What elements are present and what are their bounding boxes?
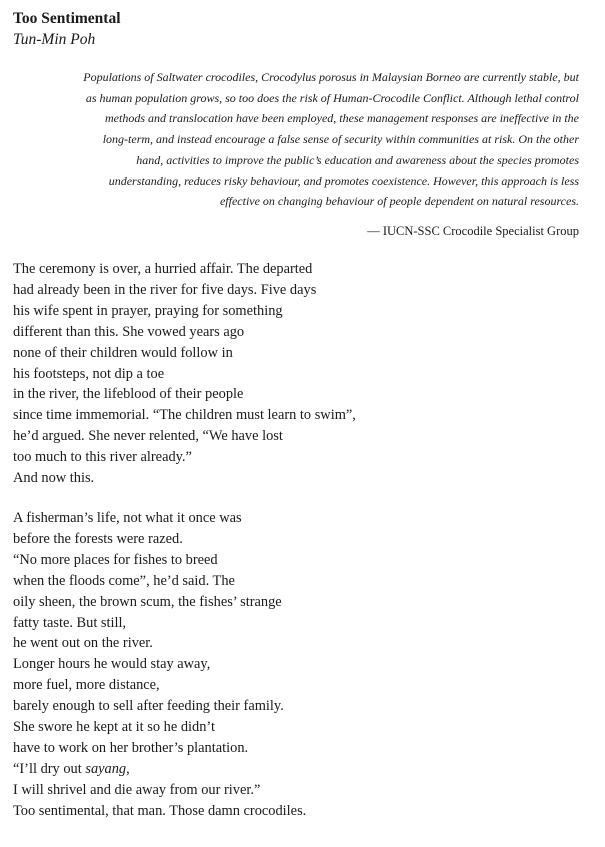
sayang-line-after: ,: [126, 760, 130, 777]
epigraph-line: understanding, reduces risky behaviour, and promotes coexistence. However, this approach is less: [108, 173, 579, 188]
epigraph-line: Populations of Saltwater crocodiles, Crocodylus porosus in Malaysian Borneo are currently stable, but: [83, 70, 579, 84]
poem-line: had already been in the river for five days. Five days: [13, 281, 317, 298]
poem-line: “No more places for fishes to breed: [13, 551, 218, 568]
poem-line-sayang: [13, 759, 306, 780]
epigraph-line: long-term, and instead encourage a false sense of security within communities at risk. On the other: [102, 132, 579, 147]
poem-author: Tun-Min Poh: [13, 31, 96, 48]
poem-line: And now this.: [13, 470, 95, 487]
poem-line: more fuel, more distance,: [13, 677, 160, 694]
epigraph-line: as human population grows, so too does the risk of Human-Crocodile Conflict. Although lethal control: [85, 90, 579, 105]
poem-line: his wife spent in prayer, praying for something: [13, 302, 283, 319]
poem-line: She swore he kept at it so he didn’t: [13, 719, 215, 736]
poem-line: I will shrivel and die away from our river.”: [13, 781, 261, 798]
poem-line: different than this. She vowed years ago: [13, 323, 245, 340]
stanza-2: [13, 508, 306, 822]
poem-line: barely enough to sell after feeding their family.: [13, 698, 284, 715]
poem-line: since time immemorial. “The children must learn to swim”,: [13, 407, 356, 424]
sayang-word: sayang: [85, 760, 127, 777]
poem-line: his footsteps, not dip a toe: [13, 365, 165, 382]
epigraph-line: effective on changing behaviour of people dependent on natural resources.: [219, 194, 579, 209]
poem-line: have to work on her brother’s plantation.: [13, 739, 249, 756]
stanza-1: [13, 259, 356, 489]
poem-line: none of their children would follow in: [13, 344, 233, 361]
poem-line: A fisherman’s life, not what it once was: [13, 510, 242, 526]
epigraph: [13, 67, 579, 212]
epigraph-attribution: — IUCN-SSC Crocodile Specialist Group: [367, 224, 579, 238]
poem-line: The ceremony is over, a hurried affair. The departed: [13, 261, 313, 277]
poem-line: Longer hours he would stay away,: [13, 656, 211, 673]
poem-line: he went out on the river.: [13, 635, 153, 652]
sayang-line-before: “I’ll dry out: [13, 760, 86, 777]
poem-line: Too sentimental, that man. Those damn crocodiles.: [13, 802, 307, 819]
poem-line: fatty taste. But still,: [13, 614, 127, 631]
poem-line: in the river, the lifeblood of their people: [13, 386, 244, 403]
epigraph-line: methods and translocation have been employed, these management responses are ineffective in the: [105, 111, 579, 126]
poem-line: too much to this river already.”: [13, 449, 192, 466]
poem-line: oily sheen, the brown scum, the fishes’ strange: [13, 593, 282, 610]
poem-line: before the forests were razed.: [13, 530, 183, 547]
epigraph-line: hand, activities to improve the public’s education and awareness about the species promotes: [136, 152, 579, 167]
poem-line: he’d argued. She never relented, “We have lost: [13, 428, 283, 445]
poem-title: Too Sentimental: [13, 10, 121, 27]
poem-line: when the floods come”, he’d said. The: [13, 572, 235, 589]
